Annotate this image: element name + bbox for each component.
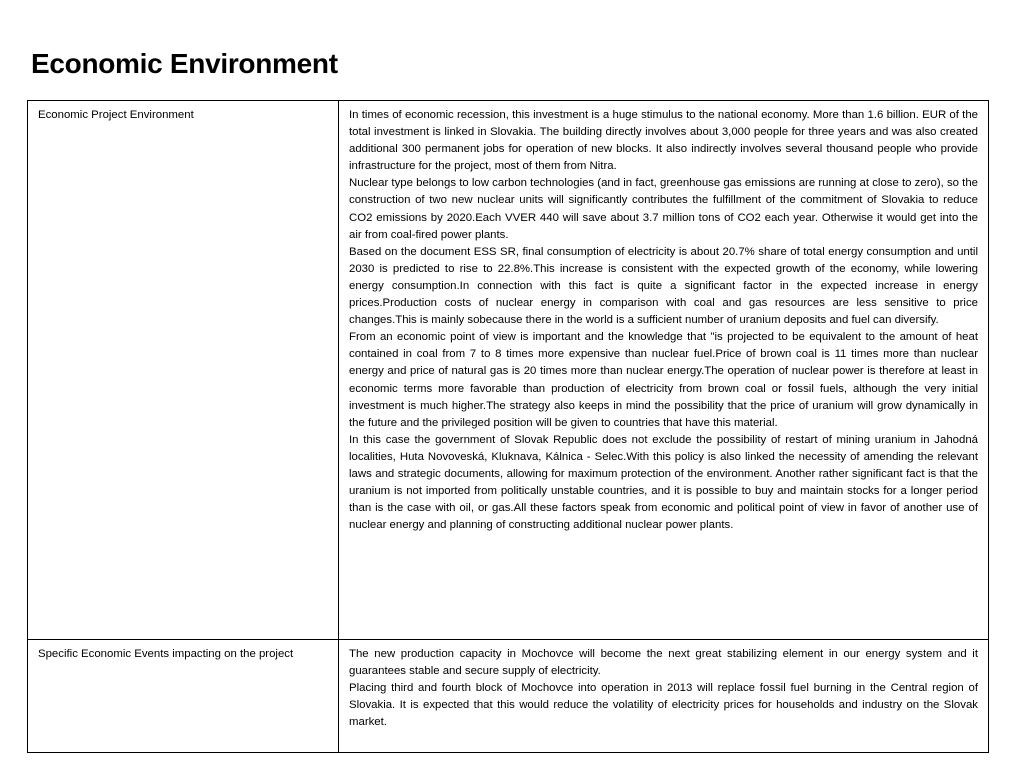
- content-paragraph: In times of economic recession, this investment is a huge stimulus to the national economy. More than 1.6 billion. EUR of the total investment is linked in Slovakia. The building directly involves about 3,000 people for three years and was also created additional 300 permanent jobs for operation of new blocks. It also indirectly involves several thousand people who provide infrastructure for the project, most of them from Nitra.: [349, 109, 978, 173]
- table-row-specific-economic-events: [28, 640, 989, 753]
- row-label-cell: [28, 640, 339, 753]
- row-label-cell: [28, 101, 339, 640]
- table-row-economic-project-environment: [28, 101, 989, 640]
- content-paragraph: Based on the document ESS SR, final consumption of electricity is about 20.7% share of total energy consumption and until 2030 is predicted to rise to 22.8%.This increase is consistent with the expected growth of the economy, while lowering energy consumption.In connection with this fact is quite a significant factor in the expected increase in energy prices.Production costs of nuclear energy in comparison with coal and gas resources are less sensitive to price changes.This is mainly sobecause there in the world is a sufficient number of uranium deposits and fuel can diversify.: [349, 245, 978, 327]
- content-paragraph: The new production capacity in Mochovce will become the next great stabilizing element in our energy system and it guarantees stable and secure supply of electricity.: [349, 648, 978, 678]
- content-paragraph: From an economic point of view is important and the knowledge that "is projected to be equivalent to the amount of heat contained in coal from 7 to 8 times more expensive than nuclear fuel.Price of brown coal is 11 times more than nuclear energy and price of natural gas is 20 times more than nuclear energy.The operation of nuclear power is therefore at least in economic terms more favorable than production of electricity from brown coal or fossil fuels, although the very initial investment is much higher.The strategy also keeps in mind the possibility that the price of uranium will grow dynamically in the future and the privileged position will be given to countries that have this material.: [349, 331, 978, 429]
- row-content-cell: [339, 101, 989, 640]
- content-paragraph: Placing third and fourth block of Mochovce into operation in 2013 will replace fossil fuel burning in the Central region of Slovakia. It is expected that this would reduce the volatility of electricity prices for households and industry on the Slovak market.: [349, 682, 978, 729]
- row-label: Economic Project Environment: [38, 109, 194, 121]
- page-title: Economic Environment: [31, 48, 338, 79]
- content-paragraph: In this case the government of Slovak Republic does not exclude the possibility of restart of mining uranium in Jahodná localities, Huta Novoveská, Kluknava, Kálnica - Selec.With this policy is also linked the necessity of amending the relevant laws and strategic documents, allowing for maximum protection of the environment. Another rather significant fact is that the uranium is not imported from politically unstable countries, and it is possible to buy and maintain stocks for a longer period than is the case with oil, or gas.All these factors speak from economic and political point of view in favor of another use of nuclear energy and planning of constructing additional nuclear power plants.: [349, 433, 978, 532]
- economic-environment-table: [27, 100, 989, 753]
- content-paragraph: Nuclear type belongs to low carbon technologies (and in fact, greenhouse gas emissions are running at close to zero), so the construction of two new nuclear units will significantly contributes the fulfillment of the commitment of Slovakia to reduce CO2 emissions by 2020.Each VVER 440 will save about 3.7 million tons of CO2 each year. Otherwise it would get into the air from coal-fired power plants.: [349, 177, 978, 241]
- row-label: Specific Economic Events impacting on the project: [38, 648, 294, 660]
- row-content-cell: [339, 640, 989, 753]
